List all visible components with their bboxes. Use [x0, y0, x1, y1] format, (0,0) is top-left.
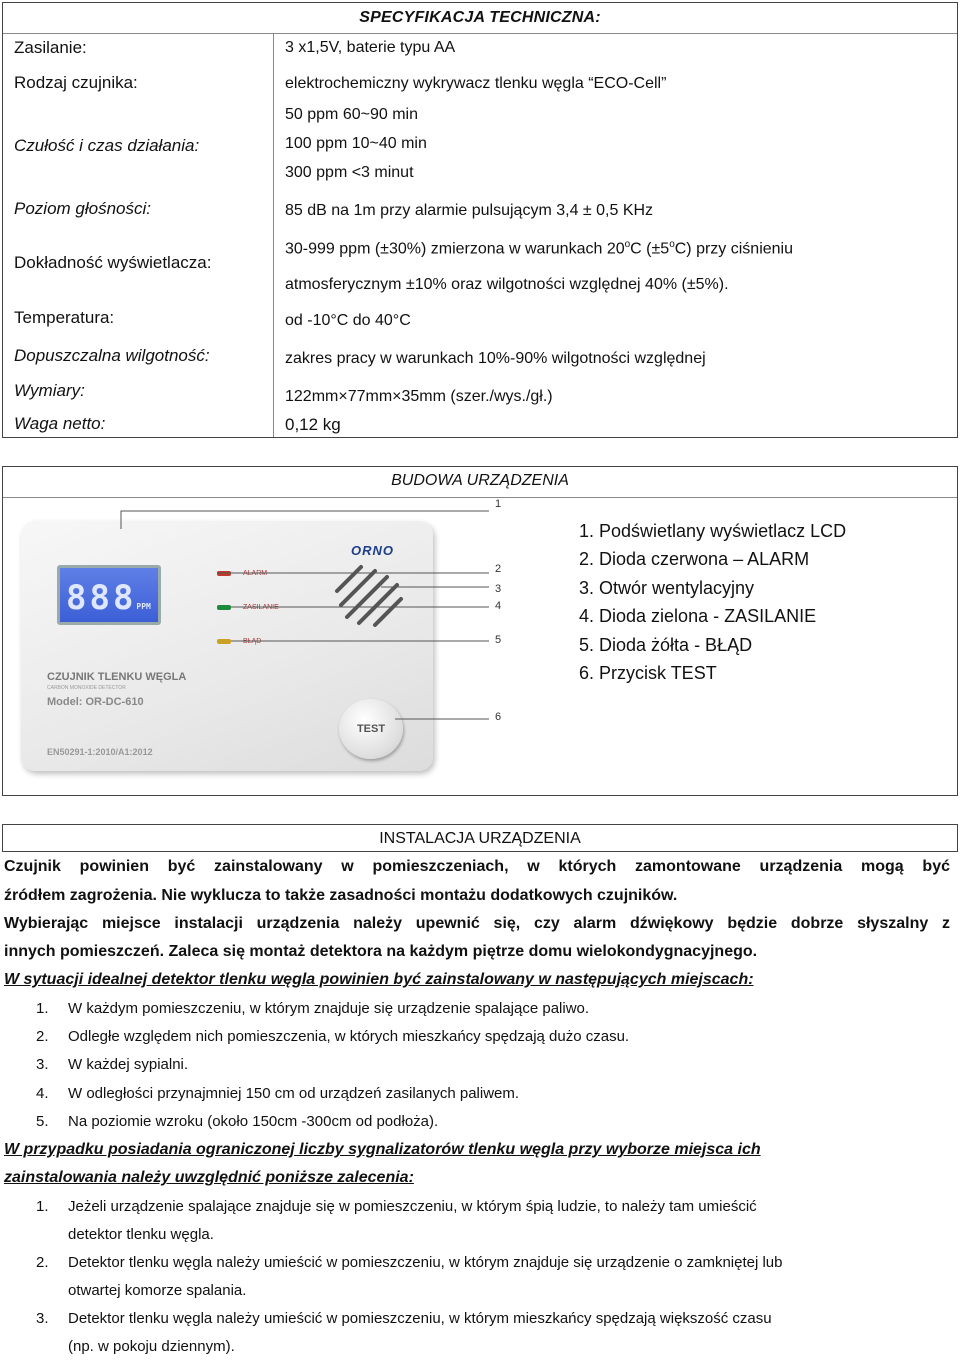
spec-label-humidity: Dopuszczalna wilgotność:	[14, 346, 210, 365]
callout-lines	[3, 467, 523, 797]
spec-value-power: 3 x1,5V, baterie typu AA	[285, 39, 456, 56]
list-text: W odległości przynajmniej 150 cm od urządzeń zasilanych paliwem.	[68, 1085, 520, 1102]
device-subtitle: CARBON MONOXIDE DETECTOR	[47, 685, 126, 691]
list-number: 5.	[36, 1113, 49, 1130]
callout-2: 2	[495, 563, 502, 575]
device-norm: EN50291-1:2010/A1:2012	[47, 747, 153, 757]
spec-value-accuracy-line2: atmosferycznym ±10% oraz wilgotności względnej 40% (±5%).	[285, 276, 729, 293]
spec-divider	[3, 33, 957, 34]
spec-label-dimensions: Wymiary:	[14, 381, 85, 400]
spec-label-temperature: Temperatura:	[14, 308, 115, 327]
degree-sup-1: o	[624, 239, 631, 250]
spec-value-sensitivity-100: 100 ppm 10~40 min	[285, 135, 427, 152]
list-item: 2. Dioda czerwona – ALARM	[579, 549, 810, 570]
spec-value-temperature: od -10°C do 40°C	[285, 312, 411, 329]
callout-1: 1	[495, 498, 502, 510]
device-title: CZUJNIK TLENKU WĘGLA	[47, 671, 187, 683]
list-text: Detektor tlenku węgla należy umieścić w pomieszczeniu, w którym znajduje się urządzenie o zamkniętej lub	[68, 1254, 783, 1271]
list-number: 3.	[36, 1310, 49, 1327]
list-text: Detektor tlenku węgla należy umieścić w pomieszczeniu, w którym mieszkańcy spędzają większość czasu	[68, 1310, 772, 1327]
budowa-header: BUDOWA URZĄDZENIA	[391, 472, 569, 489]
spec-label-sensor: Rodzaj czujnika:	[14, 73, 138, 92]
list-number: 2.	[36, 1254, 49, 1271]
list-number: 4.	[36, 1085, 49, 1102]
paragraph-2-line-2: innych pomieszczeń. Zaleca się montaż detektora na każdym piętrze domu wielokondygnacyjnego.	[4, 943, 758, 960]
spec-value-weight: 0,12 kg	[285, 415, 341, 434]
list-text: Na poziomie wzroku (około 150cm -300cm od podłoża).	[68, 1113, 439, 1130]
led-label-power: ZASILANIE	[243, 604, 279, 611]
accuracy-part-1: 30-999 ppm (±30%) zmierzona w warunkach 20	[285, 240, 625, 258]
degree-sup-2: o	[669, 239, 675, 250]
spec-value-sensor: elektrochemiczny wykrywacz tlenku węgla “ECO-Cell”	[285, 75, 667, 92]
test-button: TEST	[339, 699, 403, 759]
device-structure-panel	[2, 466, 958, 796]
lcd-digits: 888	[66, 578, 137, 618]
device-model: Model: OR-DC-610	[47, 696, 144, 708]
ideal-locations-heading: W sytuacji idealnej detektor tlenku węgla powinien być zainstalowany w następujących miejscach:	[4, 971, 754, 988]
paragraph-1-line-1: Czujnik powinien być zainstalowany w pomieszczeniach, w których zamontowane urządzenia mogą być	[4, 858, 950, 875]
paragraph-2-line-1: Wybierając miejsce instalacji urządzenia należy upewnić się, czy alarm dźwiękowy będzie dobrze słyszalny z	[4, 915, 950, 932]
limited-heading-line-1: W przypadku posiadania ograniczonej liczby sygnalizatorów tlenku węgla przy wyborze miejsca ich	[4, 1141, 761, 1158]
list-text: Odległe względem nich pomieszczenia, w których mieszkańcy spędzają dużo czasu.	[68, 1028, 630, 1045]
accuracy-part-2: C (±5	[630, 240, 670, 258]
spec-value-sensitivity-300: 300 ppm <3 minut	[285, 164, 414, 181]
parts-list	[579, 517, 846, 687]
brand-logo: ORNO	[351, 543, 394, 558]
callout-3: 3	[495, 583, 502, 595]
spec-value-accuracy-line1	[285, 239, 793, 258]
callout-6: 6	[495, 711, 502, 723]
spec-label-accuracy: Dokładność wyświetlacza:	[14, 253, 212, 272]
lcd-unit: PPM	[136, 602, 151, 611]
callout-5: 5	[495, 634, 502, 646]
spec-value-dimensions: 122mm×77mm×35mm (szer./wys./gł.)	[285, 388, 553, 405]
spec-value-loudness: 85 dB na 1m przy alarmie pulsującym 3,4 ± 0,5 KHz	[285, 202, 654, 219]
list-item: 4. Dioda zielona - ZASILANIE	[579, 606, 817, 627]
spec-label-power: Zasilanie:	[14, 38, 87, 57]
list-number: 3.	[36, 1056, 49, 1073]
list-item: 3. Otwór wentylacyjny	[579, 577, 755, 598]
list-text: Jeżeli urządzenie spalające znajduje się w pomieszczeniu, w którym śpią ludzie, to należy tam umieścić	[68, 1198, 757, 1215]
list-text: otwartej komorze spalania.	[68, 1282, 247, 1299]
list-text: W każdym pomieszczeniu, w którym znajduje się urządzenie spalające paliwo.	[68, 1000, 590, 1017]
led-label-error: BŁĄD	[243, 638, 262, 645]
list-number: 2.	[36, 1028, 49, 1045]
spec-column-divider	[273, 33, 274, 437]
spec-value-humidity: zakres pracy w warunkach 10%-90% wilgotności względnej	[285, 350, 706, 367]
list-text: detektor tlenku węgla.	[68, 1226, 214, 1243]
callout-4: 4	[495, 600, 502, 612]
led-label-alarm: ALARM	[243, 570, 268, 577]
accuracy-part-3: C) przy ciśnieniu	[674, 240, 794, 258]
list-item: 5. Dioda żółta - BŁĄD	[579, 634, 753, 655]
list-number: 1.	[36, 1198, 49, 1215]
list-text: (np. w pokoju dziennym).	[68, 1338, 235, 1355]
limited-heading-line-2: zainstalowania należy uwzględnić poniższe zalecenia:	[4, 1169, 414, 1186]
list-text: W każdej sypialni.	[68, 1056, 189, 1073]
spec-table	[2, 2, 958, 438]
instalacja-header: INSTALACJA URZĄDZENIA	[2, 824, 958, 852]
spec-label-loudness: Poziom głośności:	[14, 199, 152, 218]
spec-header: SPECYFIKACJA TECHNICZNA:	[359, 9, 601, 26]
paragraph-1-line-2: źródłem zagrożenia. Nie wyklucza to także zasadności montażu dodatkowych czujników.	[4, 887, 678, 904]
spec-label-weight: Waga netto:	[14, 414, 106, 433]
spec-label-sensitivity: Czułość i czas działania:	[14, 136, 200, 155]
list-item: 1. Podświetlany wyświetlacz LCD	[579, 521, 847, 541]
spec-value-sensitivity-50: 50 ppm 60~90 min	[285, 106, 418, 123]
list-number: 1.	[36, 1000, 49, 1017]
list-item: 6. Przycisk TEST	[579, 663, 717, 684]
